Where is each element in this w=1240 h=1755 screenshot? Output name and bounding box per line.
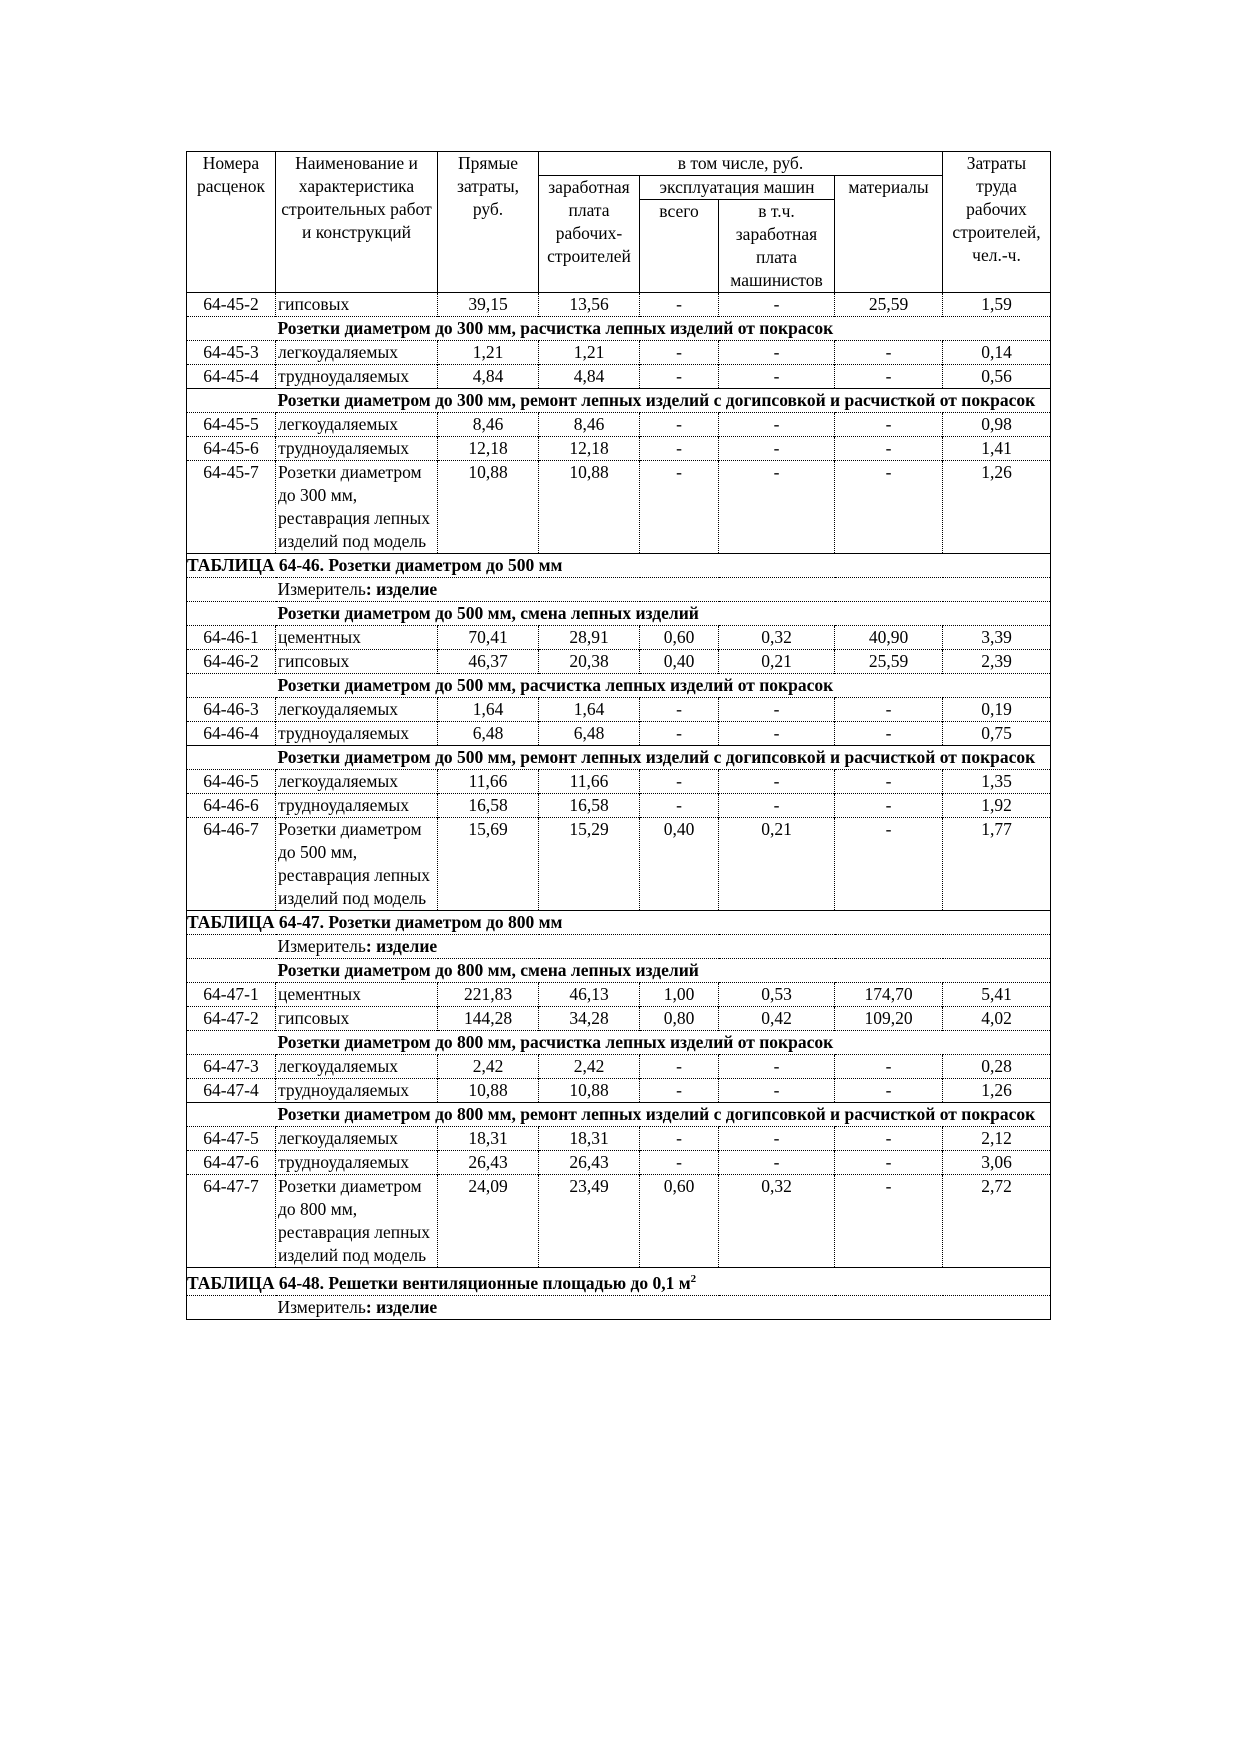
operator-wage: - bbox=[719, 1079, 835, 1103]
direct-cost: 70,41 bbox=[438, 626, 539, 650]
materials-cost: - bbox=[835, 437, 943, 461]
wage-cost: 12,18 bbox=[539, 437, 640, 461]
machines-total: - bbox=[640, 341, 719, 365]
labor-hours: 1,59 bbox=[943, 293, 1051, 317]
direct-cost: 10,88 bbox=[438, 1079, 539, 1103]
rate-code: 64-47-4 bbox=[187, 1079, 276, 1103]
machines-total: 0,40 bbox=[640, 650, 719, 674]
row-spacer bbox=[187, 674, 276, 698]
measure-label: Измеритель bbox=[277, 936, 366, 956]
machines-total: - bbox=[640, 794, 719, 818]
section-heading: Розетки диаметром до 800 мм, ремонт лепных изделий с догипсовкой и расчисткой от покрасок bbox=[276, 1103, 1051, 1127]
operator-wage: - bbox=[719, 341, 835, 365]
work-name: гипсовых bbox=[276, 293, 438, 317]
section-heading: Розетки диаметром до 500 мм, смена лепных изделий bbox=[276, 602, 1051, 626]
table-row bbox=[187, 818, 1051, 911]
labor-hours: 0,19 bbox=[943, 698, 1051, 722]
direct-cost: 39,15 bbox=[438, 293, 539, 317]
rate-code: 64-47-6 bbox=[187, 1151, 276, 1175]
work-name: легкоудаляемых bbox=[276, 770, 438, 794]
labor-hours: 2,72 bbox=[943, 1175, 1051, 1268]
labor-hours: 1,26 bbox=[943, 461, 1051, 554]
operator-wage: 0,21 bbox=[719, 818, 835, 911]
direct-cost: 11,66 bbox=[438, 770, 539, 794]
col-header-direct: Прямые затраты, руб. bbox=[438, 152, 539, 293]
col-header-code: Номера расценок bbox=[187, 152, 276, 293]
table-row bbox=[187, 1151, 1051, 1175]
labor-hours: 0,28 bbox=[943, 1055, 1051, 1079]
materials-cost: 174,70 bbox=[835, 983, 943, 1007]
operator-wage: 0,21 bbox=[719, 650, 835, 674]
rate-code: 64-45-7 bbox=[187, 461, 276, 554]
wage-cost: 34,28 bbox=[539, 1007, 640, 1031]
labor-hours: 1,92 bbox=[943, 794, 1051, 818]
section-row bbox=[187, 1031, 1051, 1055]
section-row bbox=[187, 602, 1051, 626]
materials-cost: 25,59 bbox=[835, 650, 943, 674]
section-row bbox=[187, 674, 1051, 698]
direct-cost: 46,37 bbox=[438, 650, 539, 674]
rate-code: 64-46-2 bbox=[187, 650, 276, 674]
operator-wage: 0,53 bbox=[719, 983, 835, 1007]
direct-cost: 16,58 bbox=[438, 794, 539, 818]
table-row bbox=[187, 341, 1051, 365]
table-title-text: ТАБЛИЦА 64-46. Розетки диаметром до 500 мм bbox=[187, 555, 563, 575]
work-name: трудноудаляемых bbox=[276, 365, 438, 389]
work-name: трудноудаляемых bbox=[276, 1151, 438, 1175]
direct-cost: 10,88 bbox=[438, 461, 539, 554]
wage-cost: 28,91 bbox=[539, 626, 640, 650]
machines-total: - bbox=[640, 365, 719, 389]
row-spacer bbox=[187, 578, 276, 602]
table-title-row bbox=[187, 1268, 1051, 1296]
work-name: легкоудаляемых bbox=[276, 1127, 438, 1151]
table-row bbox=[187, 698, 1051, 722]
table-row bbox=[187, 722, 1051, 746]
table-body bbox=[187, 293, 1051, 1320]
labor-hours: 3,39 bbox=[943, 626, 1051, 650]
col-header-including: в том числе, руб. bbox=[539, 152, 943, 176]
operator-wage: - bbox=[719, 461, 835, 554]
table-title bbox=[187, 1268, 1051, 1296]
col-header-machines-total: всего bbox=[640, 200, 719, 293]
rate-code: 64-46-4 bbox=[187, 722, 276, 746]
operator-wage: - bbox=[719, 698, 835, 722]
work-name: трудноудаляемых bbox=[276, 794, 438, 818]
machines-total: - bbox=[640, 437, 719, 461]
rates-table bbox=[186, 151, 1051, 1320]
operator-wage: - bbox=[719, 1055, 835, 1079]
wage-cost: 8,46 bbox=[539, 413, 640, 437]
work-name: Розетки диаметром до 300 мм, реставрация лепных изделий под модель bbox=[276, 461, 438, 554]
wage-cost: 20,38 bbox=[539, 650, 640, 674]
direct-cost: 2,42 bbox=[438, 1055, 539, 1079]
col-header-labor: Затраты труда рабочих строителей, чел.-ч. bbox=[943, 152, 1051, 293]
wage-cost: 11,66 bbox=[539, 770, 640, 794]
materials-cost: - bbox=[835, 1151, 943, 1175]
labor-hours: 0,75 bbox=[943, 722, 1051, 746]
operator-wage: - bbox=[719, 437, 835, 461]
operator-wage: - bbox=[719, 1151, 835, 1175]
rate-code: 64-47-7 bbox=[187, 1175, 276, 1268]
measure-unit bbox=[276, 578, 1051, 602]
direct-cost: 4,84 bbox=[438, 365, 539, 389]
machines-total: - bbox=[640, 1079, 719, 1103]
row-spacer bbox=[187, 602, 276, 626]
wage-cost: 23,49 bbox=[539, 1175, 640, 1268]
rate-code: 64-47-5 bbox=[187, 1127, 276, 1151]
rate-code: 64-47-3 bbox=[187, 1055, 276, 1079]
materials-cost: - bbox=[835, 698, 943, 722]
table-row bbox=[187, 1079, 1051, 1103]
table-title bbox=[187, 911, 1051, 935]
materials-cost: - bbox=[835, 818, 943, 911]
table-title-text: ТАБЛИЦА 64-47. Розетки диаметром до 800 мм bbox=[187, 912, 563, 932]
rate-code: 64-45-3 bbox=[187, 341, 276, 365]
table-row bbox=[187, 983, 1051, 1007]
row-spacer bbox=[187, 1031, 276, 1055]
work-name: трудноудаляемых bbox=[276, 437, 438, 461]
section-row bbox=[187, 389, 1051, 413]
table-row bbox=[187, 650, 1051, 674]
unit-row bbox=[187, 1295, 1051, 1319]
direct-cost: 8,46 bbox=[438, 413, 539, 437]
operator-wage: - bbox=[719, 413, 835, 437]
machines-total: - bbox=[640, 413, 719, 437]
work-name: легкоудаляемых bbox=[276, 698, 438, 722]
table-row bbox=[187, 1007, 1051, 1031]
measure-value: : изделие bbox=[365, 936, 438, 956]
table-row bbox=[187, 770, 1051, 794]
section-heading: Розетки диаметром до 800 мм, смена лепных изделий bbox=[276, 959, 1051, 983]
machines-total: 0,60 bbox=[640, 1175, 719, 1268]
wage-cost: 26,43 bbox=[539, 1151, 640, 1175]
direct-cost: 12,18 bbox=[438, 437, 539, 461]
materials-cost: - bbox=[835, 461, 943, 554]
labor-hours: 1,77 bbox=[943, 818, 1051, 911]
direct-cost: 1,21 bbox=[438, 341, 539, 365]
wage-cost: 46,13 bbox=[539, 983, 640, 1007]
operator-wage: - bbox=[719, 365, 835, 389]
direct-cost: 18,31 bbox=[438, 1127, 539, 1151]
materials-cost: - bbox=[835, 1127, 943, 1151]
row-spacer bbox=[187, 317, 276, 341]
rate-code: 64-46-6 bbox=[187, 794, 276, 818]
direct-cost: 15,69 bbox=[438, 818, 539, 911]
table-row bbox=[187, 1127, 1051, 1151]
machines-total: - bbox=[640, 698, 719, 722]
labor-hours: 2,12 bbox=[943, 1127, 1051, 1151]
measure-value: : изделие bbox=[365, 579, 438, 599]
rate-code: 64-46-1 bbox=[187, 626, 276, 650]
wage-cost: 6,48 bbox=[539, 722, 640, 746]
machines-total: - bbox=[640, 1055, 719, 1079]
work-name: легкоудаляемых bbox=[276, 341, 438, 365]
section-heading: Розетки диаметром до 300 мм, расчистка лепных изделий от покрасок bbox=[276, 317, 1051, 341]
row-spacer bbox=[187, 935, 276, 959]
table-row bbox=[187, 626, 1051, 650]
direct-cost: 26,43 bbox=[438, 1151, 539, 1175]
table-row bbox=[187, 365, 1051, 389]
direct-cost: 1,64 bbox=[438, 698, 539, 722]
superscript: 2 bbox=[690, 1273, 697, 1285]
work-name: трудноудаляемых bbox=[276, 1079, 438, 1103]
machines-total: - bbox=[640, 770, 719, 794]
measure-unit bbox=[276, 935, 1051, 959]
work-name: легкоудаляемых bbox=[276, 413, 438, 437]
work-name: Розетки диаметром до 500 мм, реставрация лепных изделий под модель bbox=[276, 818, 438, 911]
section-heading: Розетки диаметром до 300 мм, ремонт лепных изделий с догипсовкой и расчисткой от покрасок bbox=[276, 389, 1051, 413]
wage-cost: 1,21 bbox=[539, 341, 640, 365]
section-row bbox=[187, 1103, 1051, 1127]
machines-total: 1,00 bbox=[640, 983, 719, 1007]
table-row bbox=[187, 794, 1051, 818]
table-row bbox=[187, 461, 1051, 554]
direct-cost: 24,09 bbox=[438, 1175, 539, 1268]
wage-cost: 2,42 bbox=[539, 1055, 640, 1079]
section-heading: Розетки диаметром до 500 мм, ремонт лепных изделий с догипсовкой и расчисткой от покрасок bbox=[276, 746, 1051, 770]
row-spacer bbox=[187, 959, 276, 983]
rate-code: 64-47-2 bbox=[187, 1007, 276, 1031]
labor-hours: 1,26 bbox=[943, 1079, 1051, 1103]
work-name: цементных bbox=[276, 626, 438, 650]
rate-code: 64-45-5 bbox=[187, 413, 276, 437]
operator-wage: - bbox=[719, 770, 835, 794]
rate-code: 64-46-7 bbox=[187, 818, 276, 911]
wage-cost: 15,29 bbox=[539, 818, 640, 911]
operator-wage: 0,42 bbox=[719, 1007, 835, 1031]
table-row bbox=[187, 1175, 1051, 1268]
rate-code: 64-47-1 bbox=[187, 983, 276, 1007]
labor-hours: 1,35 bbox=[943, 770, 1051, 794]
row-spacer bbox=[187, 746, 276, 770]
table-row bbox=[187, 293, 1051, 317]
materials-cost: 40,90 bbox=[835, 626, 943, 650]
labor-hours: 3,06 bbox=[943, 1151, 1051, 1175]
wage-cost: 13,56 bbox=[539, 293, 640, 317]
labor-hours: 5,41 bbox=[943, 983, 1051, 1007]
table-title-text: ТАБЛИЦА 64-48. Решетки вентиляционные площадью до 0,1 м bbox=[187, 1272, 691, 1293]
materials-cost: - bbox=[835, 341, 943, 365]
section-row bbox=[187, 746, 1051, 770]
direct-cost: 221,83 bbox=[438, 983, 539, 1007]
materials-cost: 109,20 bbox=[835, 1007, 943, 1031]
col-header-operator-wage: в т.ч. заработная плата машинистов bbox=[719, 200, 835, 293]
work-name: трудноудаляемых bbox=[276, 722, 438, 746]
direct-cost: 144,28 bbox=[438, 1007, 539, 1031]
operator-wage: 0,32 bbox=[719, 626, 835, 650]
table-row bbox=[187, 1055, 1051, 1079]
materials-cost: - bbox=[835, 770, 943, 794]
operator-wage: - bbox=[719, 794, 835, 818]
work-name: Розетки диаметром до 800 мм, реставрация лепных изделий под модель bbox=[276, 1175, 438, 1268]
col-header-materials: материалы bbox=[835, 176, 943, 293]
table-title-row bbox=[187, 911, 1051, 935]
labor-hours: 4,02 bbox=[943, 1007, 1051, 1031]
work-name: легкоудаляемых bbox=[276, 1055, 438, 1079]
table-row bbox=[187, 437, 1051, 461]
col-header-name: Наименование и характеристика строительных работ и конструкций bbox=[276, 152, 438, 293]
measure-value: : изделие bbox=[365, 1296, 438, 1317]
wage-cost: 18,31 bbox=[539, 1127, 640, 1151]
rate-code: 64-45-2 bbox=[187, 293, 276, 317]
machines-total: - bbox=[640, 1151, 719, 1175]
machines-total: - bbox=[640, 1127, 719, 1151]
wage-cost: 10,88 bbox=[539, 1079, 640, 1103]
operator-wage: - bbox=[719, 722, 835, 746]
rate-code: 64-45-6 bbox=[187, 437, 276, 461]
materials-cost: - bbox=[835, 1175, 943, 1268]
work-name: гипсовых bbox=[276, 1007, 438, 1031]
materials-cost: - bbox=[835, 1055, 943, 1079]
work-name: гипсовых bbox=[276, 650, 438, 674]
section-heading: Розетки диаметром до 500 мм, расчистка лепных изделий от покрасок bbox=[276, 674, 1051, 698]
labor-hours: 0,98 bbox=[943, 413, 1051, 437]
measure-label: Измеритель bbox=[277, 1296, 366, 1317]
materials-cost: 25,59 bbox=[835, 293, 943, 317]
wage-cost: 16,58 bbox=[539, 794, 640, 818]
machines-total: - bbox=[640, 722, 719, 746]
labor-hours: 1,41 bbox=[943, 437, 1051, 461]
row-spacer bbox=[187, 1295, 276, 1319]
operator-wage: - bbox=[719, 293, 835, 317]
measure-label: Измеритель bbox=[277, 579, 366, 599]
materials-cost: - bbox=[835, 794, 943, 818]
operator-wage: - bbox=[719, 1127, 835, 1151]
unit-row bbox=[187, 578, 1051, 602]
machines-total: 0,60 bbox=[640, 626, 719, 650]
row-spacer bbox=[187, 389, 276, 413]
rate-code: 64-45-4 bbox=[187, 365, 276, 389]
section-row bbox=[187, 317, 1051, 341]
machines-total: 0,40 bbox=[640, 818, 719, 911]
labor-hours: 0,14 bbox=[943, 341, 1051, 365]
rate-code: 64-46-5 bbox=[187, 770, 276, 794]
table-title-row bbox=[187, 554, 1051, 578]
measure-unit bbox=[276, 1295, 1051, 1319]
wage-cost: 10,88 bbox=[539, 461, 640, 554]
machines-total: - bbox=[640, 461, 719, 554]
work-name: цементных bbox=[276, 983, 438, 1007]
materials-cost: - bbox=[835, 413, 943, 437]
col-header-machines: эксплуатация машин bbox=[640, 176, 835, 200]
table-title bbox=[187, 554, 1051, 578]
materials-cost: - bbox=[835, 1079, 943, 1103]
machines-total: - bbox=[640, 293, 719, 317]
machines-total: 0,80 bbox=[640, 1007, 719, 1031]
unit-row bbox=[187, 935, 1051, 959]
labor-hours: 0,56 bbox=[943, 365, 1051, 389]
table-row bbox=[187, 413, 1051, 437]
section-heading: Розетки диаметром до 800 мм, расчистка лепных изделий от покрасок bbox=[276, 1031, 1051, 1055]
labor-hours: 2,39 bbox=[943, 650, 1051, 674]
wage-cost: 1,64 bbox=[539, 698, 640, 722]
rate-code: 64-46-3 bbox=[187, 698, 276, 722]
wage-cost: 4,84 bbox=[539, 365, 640, 389]
operator-wage: 0,32 bbox=[719, 1175, 835, 1268]
direct-cost: 6,48 bbox=[438, 722, 539, 746]
materials-cost: - bbox=[835, 722, 943, 746]
materials-cost: - bbox=[835, 365, 943, 389]
section-row bbox=[187, 959, 1051, 983]
row-spacer bbox=[187, 1103, 276, 1127]
col-header-wage: заработная плата рабочих-строителей bbox=[539, 176, 640, 293]
